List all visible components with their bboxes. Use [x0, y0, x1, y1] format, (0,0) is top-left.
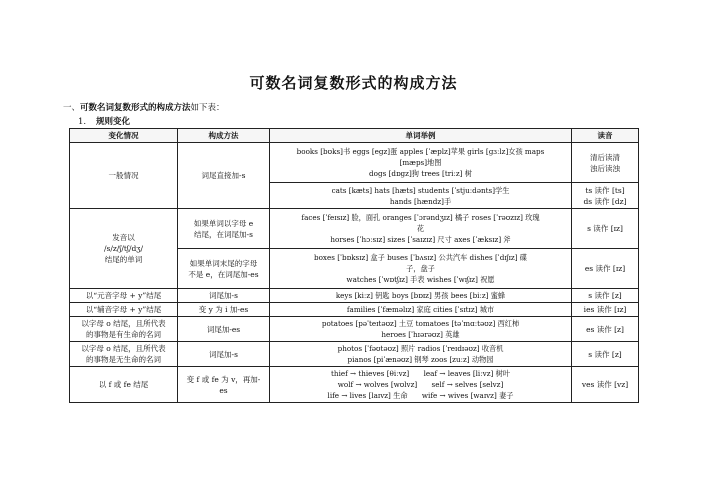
- section-heading: [63, 101, 225, 113]
- case-line: 以字母 o 结尾，且所代表: [81, 344, 166, 353]
- pronunciation-cell: ves 读作 [vz]: [572, 367, 639, 403]
- case-line: 的事物是无生命的名词: [86, 355, 161, 364]
- example-line: horses [ˈhɔːsɪz] sizes [ˈsaɪzɪz] 尺寸 axes [ˈæksɪz] 斧: [330, 235, 511, 244]
- method-cell: [178, 209, 270, 249]
- example-line: families [ˈfæməlɪz] 家庭 cities [ˈsɪtɪz] 城市: [346, 305, 495, 314]
- examples-cell: [270, 249, 572, 289]
- example-line: life → lives [laɪvz] 生命 wife → wives [waɪvz] 妻子: [327, 391, 514, 400]
- section-bold-text: 可数名词复数形式的构成方法: [80, 103, 191, 113]
- example-line: wolf → wolves [wʊlvz] self → selves [selvz]: [337, 380, 504, 389]
- example-line: boxes [ˈbɒksɪz] 盒子 buses [ˈbʌsɪz] 公共汽车 dishes [ˈdɪʃɪz] 碟: [314, 253, 527, 262]
- pronunciation-cell: ies 读作 [ɪz]: [572, 303, 639, 317]
- example-line: watches [ˈwɒtʃɪz] 手表 wishes [ˈwɪʃɪz] 祝愿: [346, 275, 495, 284]
- examples-cell: [270, 367, 572, 403]
- example-line: hands [hændz]手: [389, 196, 452, 206]
- example-line: dogs [dɒgz]狗 trees [triːz] 树: [369, 169, 472, 178]
- pronunciation-cell: s 读作 [z]: [572, 342, 639, 367]
- pronunciation-cell: es 读作 [ɪz]: [572, 249, 639, 289]
- table-row: [70, 143, 639, 183]
- pronunciation-cell: es 读作 [z]: [572, 317, 639, 342]
- method-cell: 变 y 为 i 加-es: [178, 303, 270, 317]
- pronunciation-line: 浊后读浊: [590, 163, 620, 173]
- example-line: books [bʊks]书 eggs [egz]蛋 apples [ˈæplz]苹果 girls [ɡɜːlz]女孩 maps: [296, 147, 545, 156]
- section-rest-text: 如下表：: [190, 103, 225, 113]
- method-line: 如果单词以字母 e: [193, 218, 254, 228]
- method-cell: [178, 367, 270, 403]
- table-row: [70, 317, 639, 342]
- example-line: pianos [piˈænəʊz] 钢琴 zoos [zuːz] 动物园: [347, 355, 494, 364]
- example-line: keys [kiːz] 钥匙 boys [bɒɪz] 男孩 bees [biːz] 蜜蜂: [335, 291, 506, 300]
- table-row: [70, 342, 639, 367]
- case-line: 结尾的单词: [104, 255, 143, 264]
- method-line: 变 f 或 fe 为 v，再加-: [186, 374, 261, 384]
- page-title: 可数名词复数形式的构成方法: [249, 74, 458, 92]
- example-line: 子，盘子: [406, 264, 435, 273]
- case-line: /s/z/ʃ/tʃ/dʒ/: [103, 244, 144, 253]
- table-row: [70, 303, 639, 317]
- examples-cell: [270, 303, 572, 317]
- pronunciation-cell: s 读作 [ɪz]: [572, 209, 639, 249]
- case-cell: [70, 209, 178, 289]
- table-row: [70, 209, 639, 249]
- plural-rules-table: [69, 128, 639, 403]
- case-cell: [70, 317, 178, 342]
- table-row: [70, 289, 639, 303]
- pronunciation-line: ts 读作 [ts]: [585, 185, 625, 195]
- case-cell: 以“辅音字母 + y”结尾: [70, 303, 178, 317]
- example-line: heroes [ˈhɪərəʊz] 英雄: [381, 330, 460, 339]
- method-cell: 词尾加-s: [178, 289, 270, 303]
- case-cell: 以 f 或 fe 结尾: [70, 367, 178, 403]
- section-prefix: 一、: [63, 103, 81, 113]
- example-line: 花: [416, 224, 425, 233]
- examples-cell: [270, 209, 572, 249]
- method-cell: 词尾直接加-s: [178, 143, 270, 209]
- method-cell: 词尾加-es: [178, 317, 270, 342]
- examples-cell: [270, 317, 572, 342]
- examples-cell: [270, 183, 572, 209]
- case-cell: [70, 342, 178, 367]
- examples-cell: [270, 143, 572, 183]
- example-line: potatoes [pəˈteɪtəʊz] 土豆 tomatoes [təˈmɑːtəʊz] 西红柿: [321, 319, 520, 328]
- pronunciation-cell: [572, 183, 639, 209]
- method-cell: 词尾加-s: [178, 342, 270, 367]
- examples-cell: [270, 342, 572, 367]
- table-row: [70, 367, 639, 403]
- examples-cell: [270, 289, 572, 303]
- example-line: faces [ˈfeɪsɪz] 脸，面孔 oranges [ˈɔrəndʒɪz] 橘子 roses [ˈrəʊzɪz] 玫瑰: [301, 213, 540, 222]
- subsection-heading: [78, 115, 130, 127]
- case-line: 发音以: [112, 233, 135, 242]
- method-line: 不是 e，在词尾加-es: [188, 269, 259, 279]
- header-case: 变化情况: [70, 129, 178, 143]
- pronunciation-cell: [572, 143, 639, 183]
- header-pronunciation: 读音: [572, 129, 639, 143]
- method-line: 如果单词末尾的字母: [189, 258, 258, 268]
- example-line: photos [ˈfəʊtəʊz] 照片 radios [ˈreɪdɪəʊz] 收音机: [337, 344, 504, 353]
- method-cell: [178, 249, 270, 289]
- header-examples: 单词举例: [270, 129, 572, 143]
- case-cell: 以“元音字母 + y”结尾: [70, 289, 178, 303]
- method-line: es: [219, 385, 228, 395]
- method-line: 结尾，在词尾加-s: [194, 229, 253, 239]
- example-line: cats [kæts] hats [hæts] students [ˈstjuːdənts]学生: [331, 185, 510, 195]
- subsection-label: 规则变化: [96, 117, 131, 127]
- case-line: 的事物是有生命的名词: [86, 330, 161, 339]
- subsection-number: 1.: [78, 117, 87, 127]
- case-line: 以字母 o 结尾，且所代表: [81, 319, 166, 328]
- header-method: 构成方法: [178, 129, 270, 143]
- example-line: [mæps]地图: [399, 158, 442, 167]
- pronunciation-cell: s 读作 [z]: [572, 289, 639, 303]
- header-row: [70, 129, 639, 143]
- case-cell: 一般情况: [70, 143, 178, 209]
- pronunciation-line: ds 读作 [dz]: [583, 196, 627, 206]
- pronunciation-line: 清后读清: [590, 152, 620, 162]
- example-line: thief → thieves [θiːvz] leaf → leaves [liːvz] 树叶: [331, 369, 510, 378]
